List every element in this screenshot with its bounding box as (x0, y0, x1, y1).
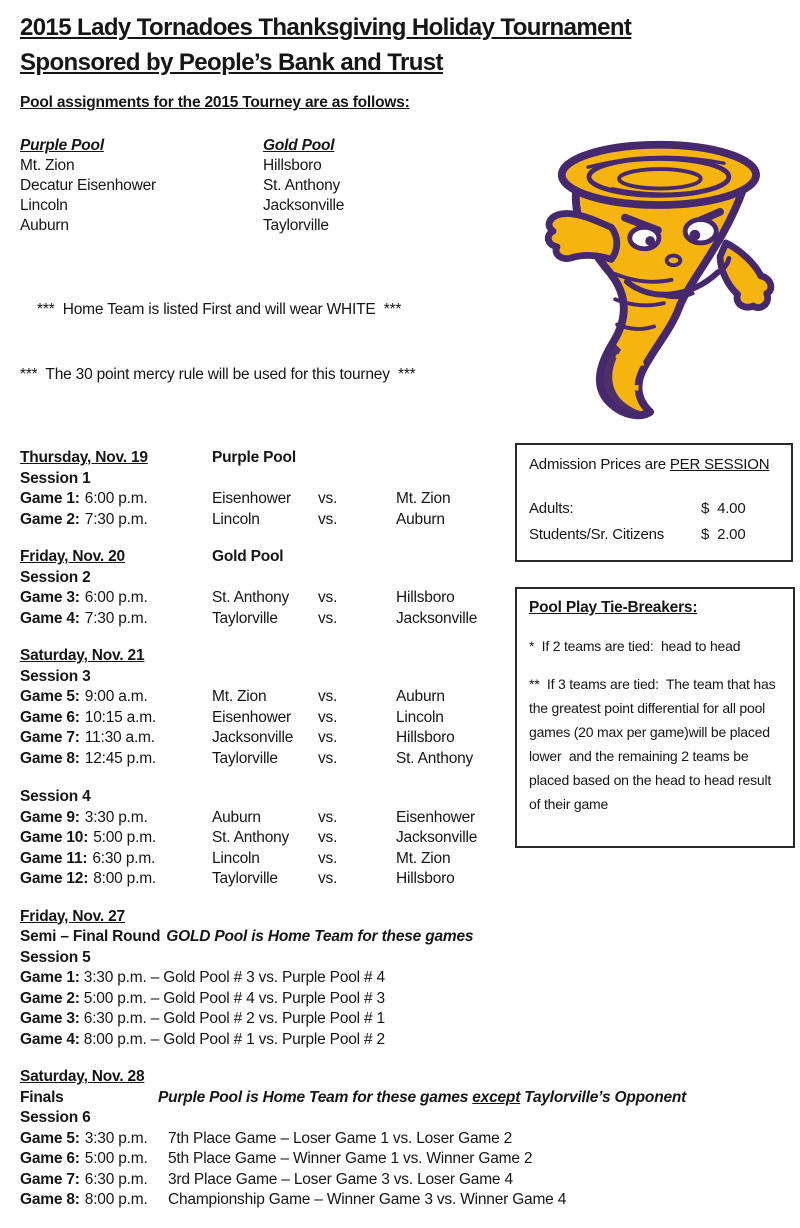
gold-pool-list (263, 135, 344, 236)
away-team: St. Anthony (396, 749, 474, 767)
game-label: Game 6: (20, 1150, 80, 1167)
game-time: 3:30 p.m. (84, 1129, 148, 1147)
game-time: 5:00 p.m. (93, 829, 157, 846)
tie-breaker-rule-three-teams: ** If 3 teams are tied: The team that has the greatest point differential for all pool games (20 max per game)will be placed lower and the remaining 2 teams be placed based on the head to head result of their game (529, 676, 780, 812)
round-label: Finals (20, 1088, 64, 1106)
mercy-rule-note: *** The 30 point mercy rule will be used for this tourney *** (20, 365, 416, 383)
day-date: Friday, Nov. 20 (20, 548, 125, 565)
tie-breakers-title: Pool Play Tie-Breakers: (529, 599, 698, 616)
game-label: Game 4: (20, 609, 80, 627)
game-description: 5th Place Game – Winner Game 1 vs. Winner Game 2 (168, 1150, 533, 1167)
vs-label: vs. (318, 490, 338, 507)
game-label: Game 3: (20, 1010, 80, 1027)
game-row (20, 1030, 780, 1051)
page-title (20, 6, 780, 80)
home-team-note: *** Home Team is listed First and will wear WHITE *** (37, 301, 402, 318)
game-time: 8:00 p.m. (93, 870, 157, 887)
away-team: Hillsboro (396, 729, 455, 746)
tornado-mascot-logo (520, 128, 792, 420)
game-label: Game 5: (20, 1129, 80, 1147)
gold-pool-team: Taylorville (263, 217, 329, 234)
home-team-rule-note: GOLD Pool is Home Team for these games (166, 928, 474, 945)
vs-label: vs. (318, 688, 338, 705)
game-label: Game 1: (20, 969, 80, 986)
home-team: Eisenhower (212, 490, 291, 507)
away-team: Hillsboro (396, 589, 455, 606)
game-time: 6:00 p.m. (84, 589, 148, 606)
admission-price: $ 4.00 (701, 500, 746, 517)
day-pool: Purple Pool (212, 449, 296, 466)
admission-price: $ 2.00 (701, 526, 746, 543)
home-team: Taylorville (212, 609, 278, 627)
game-time: 5:00 p.m. (84, 1150, 148, 1167)
game-label: Game 10: (20, 829, 89, 846)
game-matchup: 6:30 p.m. – Gold Pool # 2 vs. Purple Pool # 1 (83, 1010, 385, 1027)
game-label: Game 8: (20, 1191, 80, 1208)
gold-pool-team: Hillsboro (263, 157, 322, 174)
away-team: Jacksonville (396, 609, 478, 627)
home-team: Jacksonville (212, 729, 294, 746)
game-matchup: 5:00 p.m. – Gold Pool # 4 vs. Purple Pool # 3 (83, 989, 385, 1007)
session-label: Session 5 (20, 948, 91, 966)
game-time: 9:00 a.m. (84, 688, 148, 705)
vs-label: vs. (318, 609, 338, 627)
session-label: Session 2 (20, 568, 91, 586)
game-label: Game 4: (20, 1030, 80, 1048)
page-title-line1: 2015 Lady Tornadoes Thanksgiving Holiday Tournament (20, 14, 632, 41)
admission-row (529, 522, 779, 548)
vs-label: vs. (318, 829, 338, 846)
game-matchup: 3:30 p.m. – Gold Pool # 3 vs. Purple Pool # 4 (83, 969, 385, 986)
game-label: Game 7: (20, 1170, 80, 1188)
game-row (20, 849, 780, 870)
game-label: Game 6: (20, 708, 80, 726)
game-time: 12:45 p.m. (84, 749, 157, 767)
purple-pool-team: Mt. Zion (20, 157, 75, 174)
game-description: 3rd Place Game – Loser Game 3 vs. Loser Game 4 (168, 1170, 513, 1188)
vs-label: vs. (318, 510, 338, 528)
gold-pool-team: St. Anthony (263, 177, 341, 194)
game-label: Game 1: (20, 490, 80, 507)
away-team: Auburn (396, 510, 445, 528)
admission-row (529, 496, 779, 522)
game-row (20, 1129, 780, 1150)
home-team: Mt. Zion (212, 688, 267, 705)
game-time: 6:30 p.m. (84, 1170, 148, 1188)
away-team: Mt. Zion (396, 490, 451, 507)
day-date: Thursday, Nov. 19 (20, 449, 148, 466)
game-label: Game 11: (20, 849, 88, 867)
tie-breaker-rule-two-teams: * If 2 teams are tied: head to head (529, 638, 741, 654)
admission-label: Students/Sr. Citizens (529, 526, 665, 543)
game-row (20, 1149, 780, 1170)
game-time: 7:30 p.m. (84, 510, 148, 528)
home-team: Auburn (212, 808, 261, 826)
admission-label: Adults: (529, 500, 574, 517)
vs-label: vs. (318, 749, 338, 767)
home-team: Lincoln (212, 849, 260, 867)
game-row (20, 968, 780, 989)
home-team: Eisenhower (212, 708, 291, 726)
gold-pool-team: Jacksonville (263, 197, 345, 214)
session-label: Session 1 (20, 469, 91, 487)
game-label: Game 8: (20, 749, 80, 767)
game-row (20, 989, 780, 1010)
game-row (20, 1190, 780, 1211)
game-label: Game 2: (20, 989, 80, 1007)
game-time: 8:00 p.m. (84, 1191, 148, 1208)
away-team: Eisenhower (396, 808, 475, 826)
game-time: 3:30 p.m. (84, 808, 148, 826)
purple-pool-team: Lincoln (20, 197, 68, 214)
game-label: Game 7: (20, 729, 80, 746)
game-matchup: 8:00 p.m. – Gold Pool # 1 vs. Purple Pool # 2 (83, 1030, 385, 1048)
session-label: Session 4 (20, 788, 91, 805)
session-label: Session 6 (20, 1109, 91, 1126)
game-time: 11:30 a.m. (84, 729, 155, 746)
game-time: 6:30 p.m. (92, 849, 156, 867)
day-date: Friday, Nov. 27 (20, 907, 125, 925)
admission-prices-box (515, 443, 793, 562)
game-description: Championship Game – Winner Game 3 vs. Winner Game 4 (168, 1191, 567, 1208)
home-team: Taylorville (212, 870, 278, 887)
game-label: Game 12: (20, 870, 89, 887)
schedule-day-semifinals (20, 907, 780, 1051)
home-team-rule-note: Purple Pool is Home Team for these games except Taylorville’s Opponent (158, 1088, 687, 1106)
vs-label: vs. (318, 808, 338, 826)
home-team: St. Anthony (212, 589, 290, 606)
day-date: Saturday, Nov. 21 (20, 647, 145, 664)
purple-pool-list (20, 135, 263, 236)
game-row (20, 869, 780, 890)
home-team: Taylorville (212, 749, 278, 767)
vs-label: vs. (318, 870, 338, 887)
away-team: Mt. Zion (396, 849, 451, 867)
session-label: Session 3 (20, 667, 91, 685)
game-label: Game 3: (20, 589, 80, 606)
game-label: Game 9: (20, 808, 80, 826)
tie-breakers-box (515, 587, 795, 848)
game-time: 10:15 a.m. (84, 708, 157, 726)
game-row (20, 1170, 780, 1191)
home-team: St. Anthony (212, 829, 290, 846)
vs-label: vs. (318, 708, 338, 726)
pool-assignments-heading: Pool assignments for the 2015 Tourney are as follows: (20, 94, 410, 111)
round-label: Semi – Final Round (20, 928, 161, 945)
away-team: Hillsboro (396, 870, 455, 887)
game-row (20, 1009, 780, 1030)
away-team: Lincoln (396, 708, 444, 726)
day-pool: Gold Pool (212, 548, 284, 565)
admission-title: Admission Prices are PER SESSION (529, 456, 770, 473)
game-time: 6:00 p.m. (84, 490, 148, 507)
schedule-day-finals (20, 1067, 780, 1211)
gold-pool-header: Gold Pool (263, 137, 335, 154)
purple-pool-team: Auburn (20, 217, 69, 234)
vs-label: vs. (318, 589, 338, 606)
vs-label: vs. (318, 849, 338, 867)
home-team: Lincoln (212, 510, 260, 528)
purple-pool-team: Decatur Eisenhower (20, 177, 156, 194)
game-description: 7th Place Game – Loser Game 1 vs. Loser Game 2 (168, 1129, 513, 1147)
day-date: Saturday, Nov. 28 (20, 1068, 145, 1085)
away-team: Auburn (396, 688, 445, 705)
game-label: Game 2: (20, 510, 80, 528)
game-time: 7:30 p.m. (84, 609, 148, 627)
away-team: Jacksonville (396, 829, 478, 846)
vs-label: vs. (318, 729, 338, 746)
page-title-line2: Sponsored by People’s Bank and Trust (20, 49, 443, 76)
game-label: Game 5: (20, 688, 80, 705)
purple-pool-header: Purple Pool (20, 137, 104, 154)
